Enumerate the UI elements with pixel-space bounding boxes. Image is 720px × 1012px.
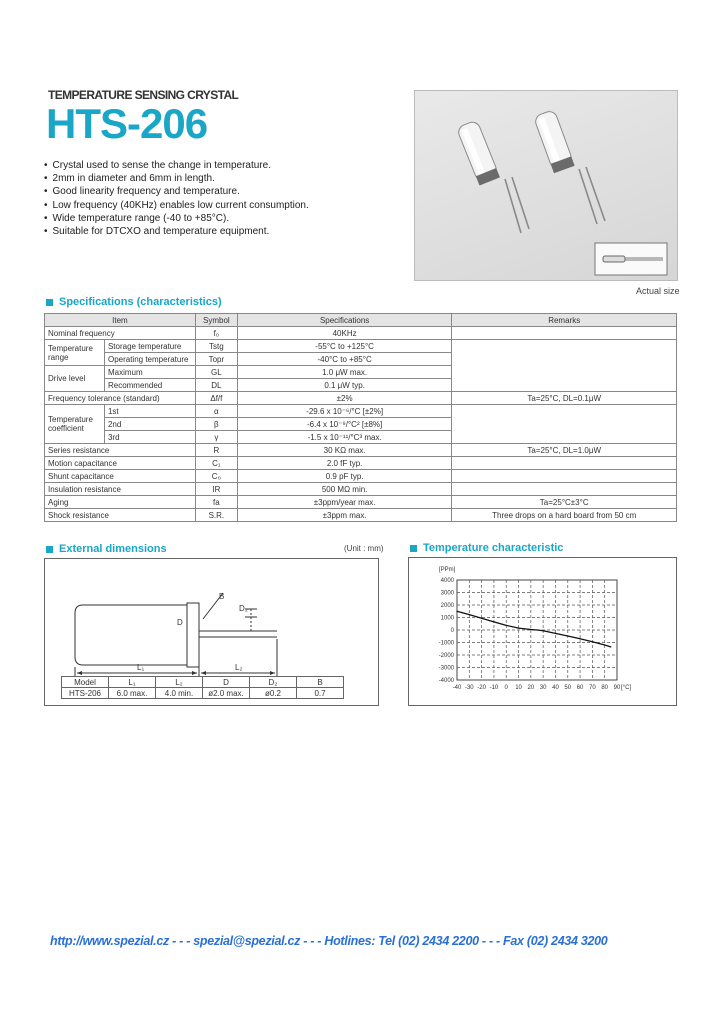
table-cell: ±2% — [237, 392, 452, 405]
table-row — [45, 340, 677, 353]
footer-contact-line: http://www.spezial.cz - - - spezial@spezial.cz - - - Hotlines: Tel (02) 2434 2200 - - - Fax (02) 2434 3200 — [50, 934, 608, 948]
data-point — [518, 628, 519, 629]
table-row — [45, 470, 677, 483]
data-point — [493, 621, 494, 622]
table-header-row — [45, 314, 677, 327]
table-cell: 3rd — [104, 431, 195, 444]
table-cell — [452, 457, 677, 470]
product-photo — [414, 90, 678, 281]
feature-item: • Wide temperature range (-40 to +85°C). — [44, 212, 309, 225]
table-row — [45, 366, 677, 379]
table-cell: 2.0 fF typ. — [237, 457, 452, 470]
dimension-l1-label: L₁ — [137, 663, 145, 672]
x-tick-label: 80 — [601, 685, 609, 691]
table-cell: S.R. — [195, 509, 237, 522]
specifications-heading: Specifications (characteristics) — [46, 296, 222, 308]
feature-item: • Low frequency (40KHz) enables low current consumption. — [44, 199, 309, 212]
dimension-b-label: B — [219, 592, 225, 601]
y-axis-label: [PPm] — [439, 567, 456, 573]
data-point — [469, 614, 470, 615]
square-bullet-icon — [410, 545, 417, 552]
table-cell: 0.7 — [297, 688, 344, 699]
column-header: Specifications — [237, 314, 452, 327]
feature-item: • 2mm in diameter and 6mm in length. — [44, 172, 309, 185]
dimensions-table — [61, 676, 344, 699]
product-title: HTS-206 — [46, 100, 208, 147]
x-axis-label: [°C] — [621, 685, 632, 691]
column-header: Symbol — [195, 314, 237, 327]
table-cell — [452, 431, 677, 444]
data-point — [555, 633, 556, 634]
table-cell: C₁ — [195, 457, 237, 470]
table-row — [45, 496, 677, 509]
column-header: D — [203, 677, 250, 688]
data-point — [506, 625, 507, 626]
table-row — [45, 327, 677, 340]
table-cell: DL — [195, 379, 237, 392]
x-tick-label: 20 — [527, 685, 535, 691]
table-cell — [452, 483, 677, 496]
table-cell: 2nd — [104, 418, 195, 431]
table-cell: ø0.2 — [250, 688, 297, 699]
table-cell: f₀ — [195, 327, 237, 340]
column-header: Remarks — [452, 314, 677, 327]
table-cell: Ta=25°C±3°C — [452, 496, 677, 509]
temperature-chart-frame — [408, 557, 677, 706]
table-cell: 0.9 pF typ. — [237, 470, 452, 483]
data-point — [579, 638, 580, 639]
photo-caption: Actual size — [636, 286, 680, 296]
x-tick-label: 0 — [504, 685, 508, 691]
table-cell: Shunt capacitance — [45, 470, 196, 483]
table-cell: Ta=25°C, DL=0.1μW — [452, 392, 677, 405]
table-cell: 1st — [104, 405, 195, 418]
feature-item: • Suitable for DTCXO and temperature equipment. — [44, 225, 309, 238]
table-cell: α — [195, 405, 237, 418]
column-header: Model — [62, 677, 109, 688]
table-cell: Temperature range — [45, 340, 105, 366]
x-tick-label: 50 — [564, 685, 572, 691]
table-cell: Δf/f — [195, 392, 237, 405]
table-row — [45, 418, 677, 431]
table-cell: Recommended — [104, 379, 195, 392]
table-cell: Maximum — [104, 366, 195, 379]
data-point — [543, 630, 544, 631]
dimension-d2-label: D₂ — [239, 604, 248, 613]
table-cell: Topr — [195, 353, 237, 366]
x-tick-label: -20 — [477, 685, 486, 691]
temperature-chart — [409, 558, 676, 705]
data-point — [567, 635, 568, 636]
table-cell — [452, 366, 677, 379]
data-point — [610, 646, 611, 647]
data-point — [592, 641, 593, 642]
table-cell — [452, 340, 677, 353]
table-cell: Storage temperature — [104, 340, 195, 353]
table-cell: IR — [195, 483, 237, 496]
x-tick-label: 30 — [539, 685, 547, 691]
table-cell: Operating temperature — [104, 353, 195, 366]
table-cell: HTS-206 — [62, 688, 109, 699]
external-dimensions-heading: External dimensions — [46, 543, 167, 555]
data-point — [536, 629, 537, 630]
column-header: L₁ — [109, 677, 156, 688]
temperature-characteristic-heading: Temperature characteristic — [410, 542, 563, 554]
table-cell: Tstg — [195, 340, 237, 353]
table-cell: R — [195, 444, 237, 457]
table-cell: 6.0 max. — [109, 688, 156, 699]
table-cell: Ta=25°C, DL=1.0μW — [452, 444, 677, 457]
table-cell: Shock resistance — [45, 509, 196, 522]
x-tick-label: -30 — [464, 685, 474, 691]
x-tick-label: 70 — [589, 685, 596, 691]
column-header: L₂ — [156, 677, 203, 688]
table-cell: Frequency tolerance (standard) — [45, 392, 196, 405]
table-cell: Nominal frequency — [45, 327, 196, 340]
table-cell: Series resistance — [45, 444, 196, 457]
feature-list — [44, 159, 309, 238]
table-cell: 40KHz — [237, 327, 452, 340]
table-cell — [452, 379, 677, 392]
x-tick-label: 40 — [552, 685, 559, 691]
table-cell: 30 KΩ max. — [237, 444, 452, 457]
column-header: B — [297, 677, 344, 688]
table-cell — [452, 418, 677, 431]
y-tick-label: 3000 — [440, 590, 454, 597]
table-header-row — [62, 677, 344, 688]
table-cell: fa — [195, 496, 237, 509]
x-tick-label: 10 — [515, 685, 522, 691]
feature-item: • Crystal used to sense the change in temperature. — [44, 159, 309, 172]
dimension-d-label: D — [177, 618, 183, 627]
data-point — [530, 629, 531, 630]
specifications-table — [44, 313, 677, 522]
table-cell: -1.5 x 10⁻¹¹/°C³ max. — [237, 431, 452, 444]
product-subtitle: TEMPERATURE SENSING CRYSTAL — [48, 88, 239, 102]
table-cell: C₀ — [195, 470, 237, 483]
y-tick-label: 1000 — [440, 615, 454, 622]
x-tick-label: -10 — [489, 685, 499, 691]
unit-label: (Unit : mm) — [344, 544, 384, 553]
table-row — [45, 353, 677, 366]
table-row — [45, 457, 677, 470]
table-cell — [452, 470, 677, 483]
table-row — [45, 392, 677, 405]
column-header: Item — [45, 314, 196, 327]
table-cell: Temperature coefficient — [45, 405, 105, 444]
table-cell: -40°C to +85°C — [237, 353, 452, 366]
data-point — [456, 611, 457, 612]
table-row — [45, 431, 677, 444]
y-tick-label: -2000 — [438, 653, 454, 659]
y-tick-label: -3000 — [438, 665, 454, 672]
y-tick-label: 2000 — [440, 603, 454, 609]
table-row — [45, 483, 677, 496]
table-cell — [452, 405, 677, 418]
table-cell: 500 MΩ min. — [237, 483, 452, 496]
x-tick-label: 60 — [576, 685, 584, 691]
table-cell: ±3ppm max. — [237, 509, 452, 522]
x-tick-label: -40 — [452, 685, 462, 691]
table-cell: Three drops on a hard board from 50 cm — [452, 509, 677, 522]
table-cell: γ — [195, 431, 237, 444]
y-tick-label: -4000 — [438, 678, 454, 684]
dimension-l2-label: L₂ — [235, 663, 243, 672]
table-cell: GL — [195, 366, 237, 379]
table-cell: -6.4 x 10⁻⁹/°C² [±8%] — [237, 418, 452, 431]
series-line — [457, 611, 611, 647]
table-row — [45, 405, 677, 418]
table-cell: Drive level — [45, 366, 105, 392]
table-cell: β — [195, 418, 237, 431]
feature-item: • Good linearity frequency and temperature. — [44, 185, 309, 198]
data-point — [481, 618, 482, 619]
square-bullet-icon — [46, 546, 53, 553]
crystal-photo-illustration — [415, 91, 677, 280]
table-cell: -55°C to +125°C — [237, 340, 452, 353]
y-tick-label: -1000 — [438, 640, 454, 647]
table-cell: 4.0 min. — [156, 688, 203, 699]
table-cell: 1.0 μW max. — [237, 366, 452, 379]
column-header: D₂ — [250, 677, 297, 688]
table-row — [45, 379, 677, 392]
table-cell: Aging — [45, 496, 196, 509]
table-cell: Insulation resistance — [45, 483, 196, 496]
y-tick-label: 0 — [450, 628, 454, 634]
table-cell — [452, 327, 677, 340]
square-bullet-icon — [46, 299, 53, 306]
table-row — [62, 688, 344, 699]
y-tick-label: 4000 — [440, 578, 454, 584]
table-row — [45, 509, 677, 522]
data-point — [604, 644, 605, 645]
table-cell: -29.6 x 10⁻⁶/°C [±2%] — [237, 405, 452, 418]
table-cell: ±3ppm/year max. — [237, 496, 452, 509]
table-cell: 0.1 μW typ. — [237, 379, 452, 392]
x-tick-label: 90 — [613, 685, 621, 691]
table-cell — [452, 353, 677, 366]
table-cell: ø2.0 max. — [203, 688, 250, 699]
table-cell: Motion capacitance — [45, 457, 196, 470]
table-row — [45, 444, 677, 457]
